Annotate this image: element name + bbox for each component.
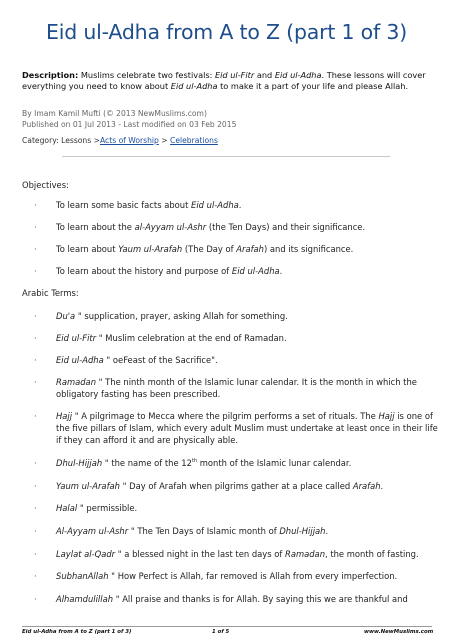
term-definition: SubhanAllah " How Perfect is Allah, far removed is Allah from every imperfection.	[56, 571, 398, 581]
bullet: ·	[34, 244, 37, 254]
description-term: Eid ul-Adha	[274, 70, 322, 80]
category-link-celebrations[interactable]: Celebrations	[170, 136, 218, 145]
footer-site: www.NewMuslims.com	[364, 629, 434, 635]
term-definition: Eid ul-Fitr " Muslim celebration at the end of Ramadan.	[56, 333, 287, 343]
bullet: ·	[34, 222, 37, 232]
bullet: ·	[34, 411, 37, 421]
bullet: ·	[34, 355, 37, 365]
description-text: to make it a part of your life and please Allah.	[217, 81, 409, 92]
objective-text: To learn about Yaum ul-Arafah (The Day of Arafah) and its significance.	[56, 244, 354, 254]
description-term: Eid ul-Adha	[170, 81, 218, 92]
footer-divider	[22, 626, 432, 627]
bullet: ·	[34, 311, 37, 321]
bullet: ·	[34, 594, 37, 604]
bullet: ·	[34, 481, 37, 491]
term-definition: Dhul-Hijjah " the name of the 12th month of the Islamic lunar calendar.	[56, 458, 352, 468]
bullet: ·	[34, 571, 37, 581]
bullet: ·	[34, 200, 37, 210]
bullet: ·	[34, 549, 37, 559]
description-text: and	[254, 70, 275, 80]
description-label: Description:	[22, 70, 79, 80]
category-prefix: Category: Lessons >	[22, 136, 100, 145]
bullet: ·	[34, 458, 37, 468]
published-date: Published on 01 Jul 2013 - Last modified on 03 Feb 2015	[22, 120, 237, 129]
bullet: ·	[34, 503, 37, 513]
term-definition: Al-Ayyam ul-Ashr " The Ten Days of Islamic month of Dhul-Hijjah.	[56, 526, 329, 536]
footer-page-number: 1 of 5	[212, 629, 230, 635]
category-separator: >	[158, 136, 171, 145]
term-definition: Laylat al-Qadr " a blessed night in the last ten days of Ramadan, the month of fasting.	[56, 549, 419, 559]
description	[22, 70, 434, 92]
category-link-acts-of-worship[interactable]: Acts of Worship	[99, 136, 159, 145]
objective-text: To learn about the al-Ayyam ul-Ashr (the Ten Days) and their significance.	[56, 222, 366, 232]
term-definition: Ramadan " The ninth month of the Islamic lunar calendar. It is the month in which the obligatory fasting has been prescribed.	[56, 377, 417, 399]
term-definition: Eid ul-Adha " oeFeast of the Sacrifice".	[56, 355, 218, 365]
byline: By Imam Kamil Mufti (© 2013 NewMuslims.com)	[22, 109, 207, 118]
bullet: ·	[34, 333, 37, 343]
description-term: Eid ul-Fitr	[214, 70, 255, 80]
bullet: ·	[34, 266, 37, 276]
arabic-terms-heading: Arabic Terms:	[22, 288, 79, 298]
objective-text: To learn some basic facts about Eid ul-Adha.	[56, 200, 242, 210]
page-title: Eid ul-Adha from A to Z (part 1 of 3)	[45, 20, 407, 44]
bullet: ·	[34, 377, 37, 387]
objective-text: To learn about the history and purpose of Eid ul-Adha.	[56, 266, 283, 276]
objectives-heading: Objectives:	[22, 180, 69, 190]
description-text: . These lessons will cover everything you need to know about	[22, 70, 426, 92]
term-definition: Yaum ul-Arafah " Day of Arafah when pilgrims gather at a place called Arafah.	[56, 481, 384, 491]
footer-title: Eid ul-Adha from A to Z (part 1 of 3)	[22, 629, 132, 635]
divider	[62, 156, 390, 157]
term-definition: Hajj " A pilgrimage to Mecca where the pilgrim performs a set of rituals. The Hajj is one of the five pillars of Islam, which every adult Muslim must undertake at least once in their life if they can afford it and are physically able.	[56, 411, 438, 445]
category-breadcrumb	[22, 136, 218, 145]
term-definition: Halal " permissible.	[56, 503, 138, 513]
term-definition: Du'a " supplication, prayer, asking Allah for something.	[56, 311, 288, 321]
bullet: ·	[34, 526, 37, 536]
term-definition: Alhamdulillah " All praise and thanks is for Allah. By saying this we are thankful and	[56, 594, 408, 604]
description-text: Muslims celebrate two festivals:	[78, 70, 215, 80]
